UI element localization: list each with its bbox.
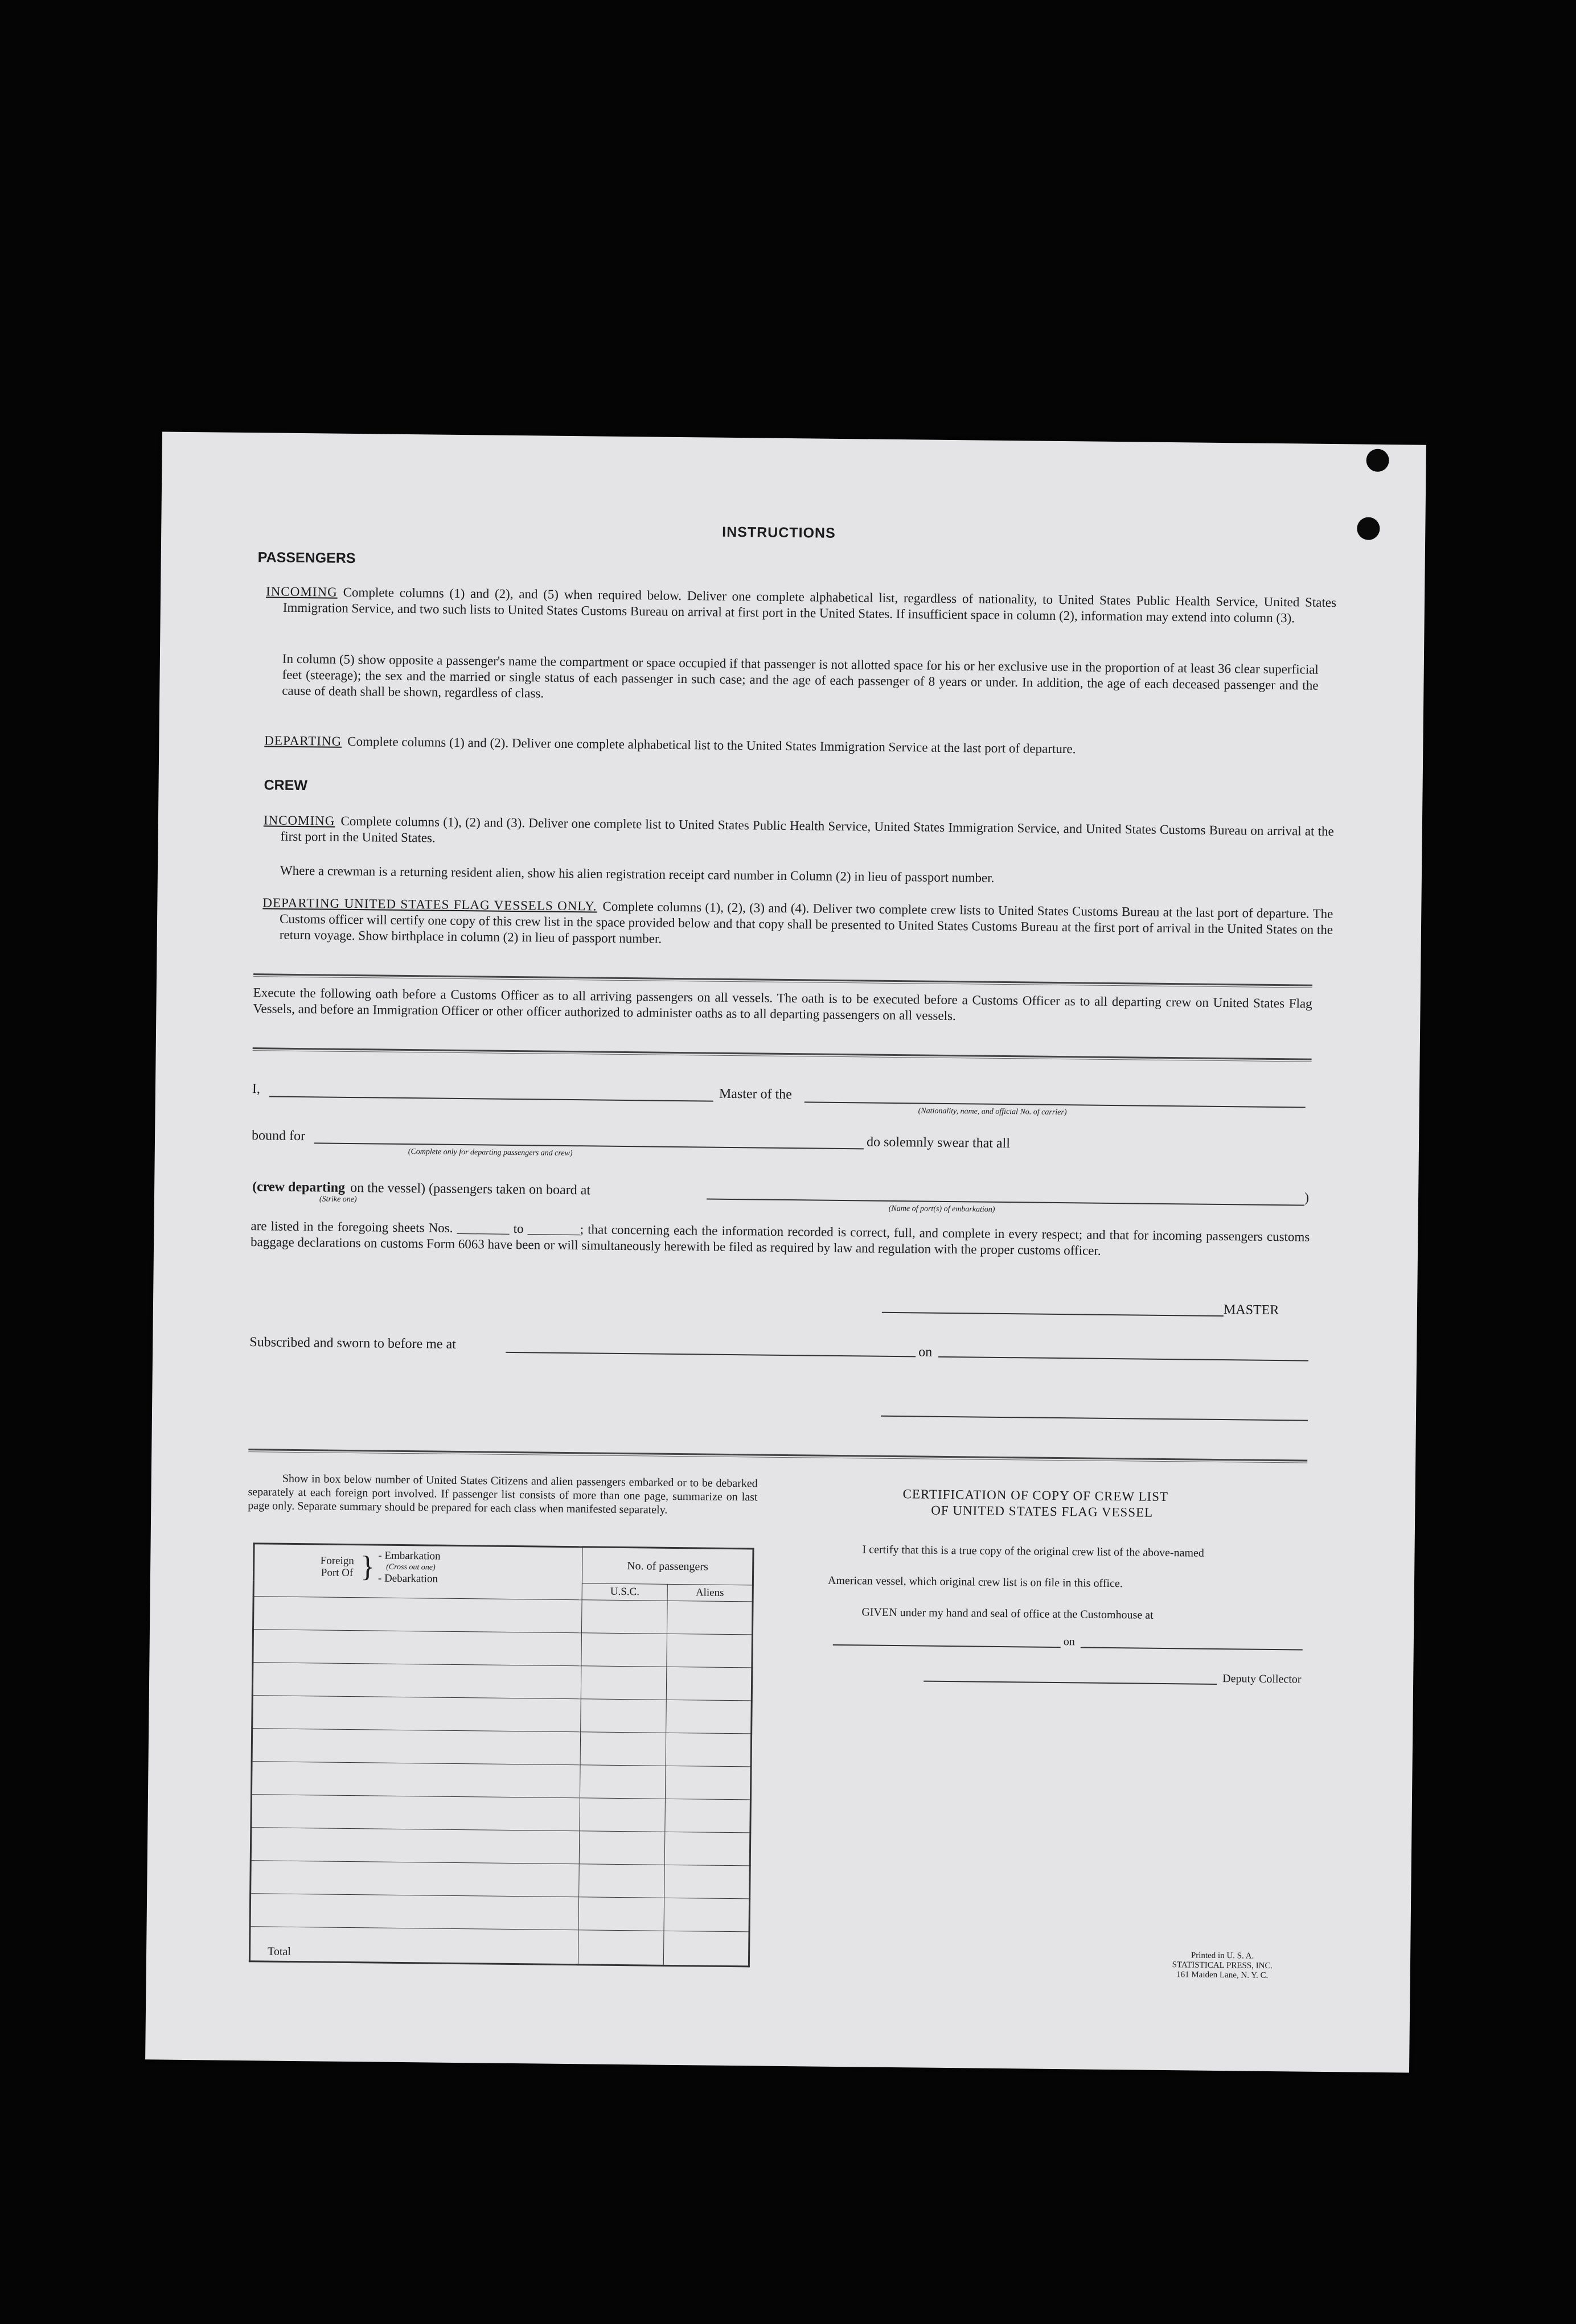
- master-label: MASTER: [1223, 1302, 1279, 1318]
- on-vessel-text: on the vessel) (passengers taken on board at: [350, 1180, 591, 1198]
- printer-imprint: [1154, 1951, 1291, 1981]
- certify-text-2: American vessel, which original crew list is on file in this office.: [827, 1574, 1123, 1590]
- certification-title-2: OF UNITED STATES FLAG VESSEL: [931, 1503, 1154, 1520]
- usc-cell[interactable]: [581, 1699, 666, 1733]
- swear-text: do solemnly swear that all: [866, 1134, 1011, 1151]
- printer-line-3: 161 Maiden Lane, N. Y. C.: [1176, 1970, 1269, 1980]
- port-cell[interactable]: [253, 1597, 582, 1633]
- divider-top: [253, 973, 1312, 988]
- usc-cell[interactable]: [581, 1732, 666, 1766]
- punch-hole-top: [1366, 449, 1389, 472]
- port-cell[interactable]: [251, 1861, 580, 1897]
- crew-resident: Where a crewman is a returning resident alien, show his alien registration receipt card number in Column (2) in lieu of passport number.: [280, 863, 995, 885]
- aliens-cell[interactable]: [667, 1634, 753, 1668]
- divider-bottom: [253, 1047, 1312, 1062]
- aliens-header: Aliens: [667, 1584, 753, 1602]
- strike-one-caption: (Strike one): [319, 1195, 357, 1204]
- bound-for-caption: (Complete only for departing passengers and crew): [408, 1147, 573, 1158]
- port-cell[interactable]: [251, 1828, 580, 1864]
- aliens-cell[interactable]: [666, 1700, 752, 1734]
- aliens-cell[interactable]: [667, 1601, 753, 1635]
- subscribed-on-label: on: [918, 1344, 933, 1360]
- passengers-heading: PASSENGERS: [257, 549, 356, 567]
- passengers-departing-label: DEPARTING: [264, 733, 342, 748]
- crew-departing-strike: (crew departing: [252, 1179, 346, 1195]
- port-cell[interactable]: [253, 1630, 582, 1666]
- crew-incoming: [263, 812, 1333, 855]
- certification-date-field[interactable]: [1081, 1647, 1303, 1650]
- bound-for-label: bound for: [251, 1128, 306, 1144]
- debarkation-option: - Debarkation: [377, 1572, 438, 1585]
- total-usc-cell[interactable]: [578, 1930, 664, 1966]
- passengers-departing-text: Complete columns (1) and (2). Deliver one complete alphabetical list to the United States Immigration Service at the last port of departure.: [347, 734, 1076, 756]
- aliens-cell[interactable]: [665, 1766, 751, 1800]
- port-cell[interactable]: [250, 1894, 579, 1930]
- usc-header: U.S.C.: [582, 1583, 668, 1601]
- aliens-cell[interactable]: [664, 1898, 750, 1932]
- carrier-field[interactable]: [805, 1101, 1306, 1108]
- deputy-collector-signature-field[interactable]: [924, 1681, 1217, 1685]
- port-cell[interactable]: [252, 1729, 581, 1765]
- page-title: INSTRUCTIONS: [722, 524, 836, 541]
- usc-cell[interactable]: [578, 1897, 664, 1931]
- passengers-departing: [264, 733, 1335, 760]
- aliens-cell[interactable]: [665, 1799, 751, 1833]
- printer-line-2: STATISTICAL PRESS, INC.: [1172, 1960, 1273, 1971]
- crew-departing: [262, 895, 1333, 954]
- usc-cell[interactable]: [581, 1666, 667, 1700]
- passengers-column5: In column (5) show opposite a passenger's name the compartment or space occupied if that passenger is not allotted space for his or her exclusive use in the proportion of at least 36 clear superficial feet (steerage); the sex and the married or single status of each passenger in such case; and the age of each passenger of 8 years or under. In addition, the age of each deceased passenger and the cause of death shall be shown, regardless of class.: [282, 651, 1319, 701]
- cross-out-caption: (Cross out one): [386, 1562, 436, 1572]
- oath-instructions: Execute the following oath before a Customs Officer as to all arriving passengers on all vessels. The oath is to be executed before a Customs Officer as to all departing crew on United States Flag Vessels, and before an Immigration Officer or other officer authorized to administer oaths as to all departing passengers on all vessels.: [253, 985, 1312, 1023]
- form-page: [145, 431, 1426, 2072]
- passengers-incoming: [266, 583, 1336, 627]
- port-embarkation-field[interactable]: [707, 1199, 1304, 1206]
- punch-hole-second: [1357, 517, 1380, 540]
- oath-i: I,: [252, 1081, 261, 1097]
- foreign-port-of: Foreign Port Of: [320, 1554, 354, 1580]
- usc-cell[interactable]: [580, 1798, 665, 1832]
- aliens-cell[interactable]: [666, 1733, 752, 1767]
- crew-departing-label: DEPARTING UNITED STATES FLAG VESSELS ONLY.: [262, 895, 597, 914]
- master-signature-field[interactable]: [882, 1312, 1224, 1317]
- printer-line-1: Printed in U. S. A.: [1191, 1951, 1254, 1961]
- passengers-incoming-text: Complete columns (1) and (2), and (5) when required below. Deliver one complete alphabetical list, regardless of nationality, to United States Public Health Service, United States Immigration Service, and two such lists to United States Customs Bureau on arrival at first port in the United States. If insufficient space in column (2), information may extend into column (3).: [282, 585, 1337, 626]
- usc-cell[interactable]: [579, 1864, 664, 1898]
- close-paren: ): [1304, 1190, 1310, 1206]
- divider-oath-end: [248, 1449, 1307, 1463]
- passenger-summary-table: [249, 1543, 754, 1967]
- usc-cell[interactable]: [581, 1633, 667, 1667]
- crew-incoming-label: INCOMING: [263, 813, 335, 828]
- port-cell[interactable]: [251, 1795, 580, 1831]
- passengers-incoming-label: INCOMING: [265, 584, 338, 599]
- certification-title-1: CERTIFICATION OF COPY OF CREW LIST: [902, 1487, 1169, 1504]
- port-cell[interactable]: [251, 1762, 580, 1798]
- master-name-field[interactable]: [269, 1096, 713, 1101]
- usc-cell[interactable]: [580, 1765, 666, 1799]
- subscribed-label: Subscribed and sworn to before me at: [249, 1335, 456, 1352]
- crew-heading: CREW: [264, 777, 308, 794]
- listed-text: are listed in the foregoing sheets Nos. ________ to ________; that concerning each the information recorded is correct, full, and complete in every respect; and that for incoming passengers customs baggage declarations on customs Form 6063 have been or will simultaneously herewith be filed as required by law and regulation with the proper customs officer.: [251, 1219, 1310, 1258]
- given-text: GIVEN under my hand and seal of office at the Customhouse at: [861, 1606, 1154, 1622]
- officer-signature-field[interactable]: [881, 1416, 1308, 1421]
- master-of-the-label: Master of the: [719, 1086, 793, 1103]
- aliens-cell[interactable]: [664, 1832, 750, 1866]
- aliens-cell[interactable]: [664, 1865, 750, 1899]
- bound-for-field[interactable]: [314, 1142, 864, 1149]
- total-label: Total: [249, 1927, 578, 1965]
- summary-instructions: Show in box below number of United States Citizens and alien passengers embarked or to be debarked separately at each foreign port involved. If passenger list consists of more than one page, summarize on last page only. Separate summary should be prepared for each class when manifested separately.: [248, 1472, 758, 1516]
- deputy-collector-label: Deputy Collector: [1222, 1672, 1302, 1686]
- embarkation-option: - Embarkation: [378, 1549, 441, 1562]
- customhouse-place-field[interactable]: [833, 1644, 1061, 1648]
- usc-cell[interactable]: [580, 1831, 665, 1865]
- no-of-passengers-header: No. of passengers: [582, 1547, 753, 1585]
- crew-incoming-text: Complete columns (1), (2) and (3). Deliver one complete list to United States Public Health Service, United States Immigration Service, and United States Customs Bureau on arrival at the first port in the United States.: [280, 813, 1334, 845]
- carrier-caption: (Nationality, name, and official No. of carrier): [918, 1107, 1067, 1117]
- total-aliens-cell[interactable]: [663, 1931, 749, 1967]
- port-cell[interactable]: [252, 1663, 581, 1699]
- crew-departing-text: Complete columns (1), (2), (3) and (4). Deliver two complete crew lists to United States Customs Bureau at the last port of departure. The Customs officer will certify one copy of this crew list in the space provided below and that copy shall be presented to United States Customs Bureau at the first port of arrival in the United States on the return voyage. Show birthplace in column (2) in lieu of passport number.: [279, 899, 1333, 946]
- certification-on-label: on: [1063, 1635, 1075, 1648]
- port-cell[interactable]: [252, 1696, 581, 1732]
- usc-cell[interactable]: [582, 1600, 667, 1634]
- certify-text-1: I certify that this is a true copy of the original crew list of the above-named: [862, 1543, 1204, 1560]
- subscribed-place-field[interactable]: [506, 1352, 916, 1358]
- subscribed-date-field[interactable]: [938, 1356, 1308, 1362]
- aliens-cell[interactable]: [666, 1667, 752, 1701]
- foreign-port-header: Foreign Port Of } - Embarkation (Cross out one) - Debarkation: [253, 1544, 582, 1600]
- port-caption: (Name of port(s) of embarkation): [888, 1204, 995, 1214]
